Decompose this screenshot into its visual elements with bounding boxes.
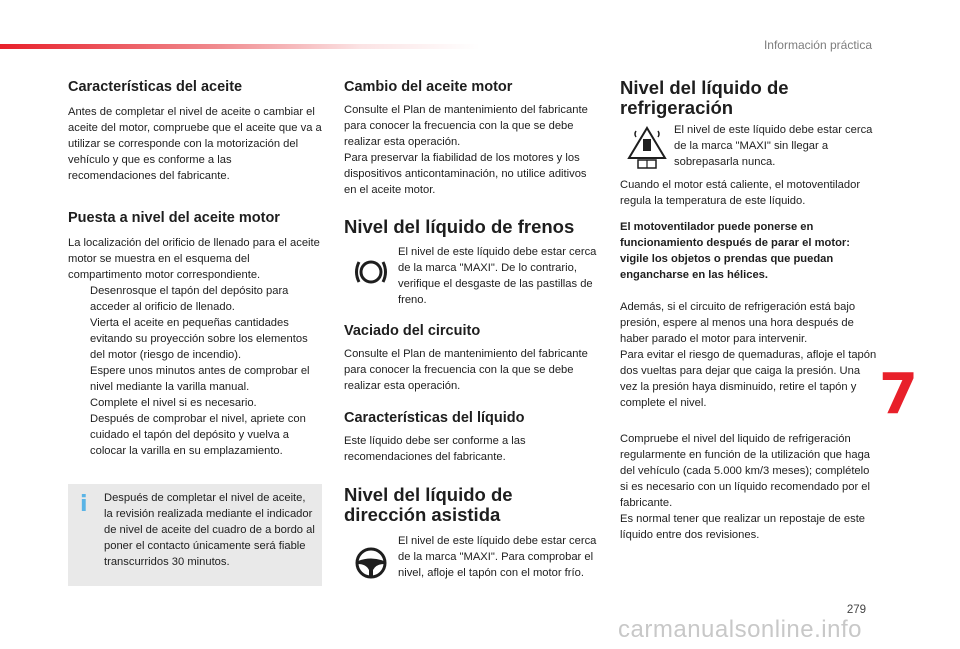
text-cambio-2: Para preservar la fiabilidad de los motores y los dispositivos anticontaminación, no utilice aditivos en el aceite motor. [344,152,587,196]
heading-vaciado: Vaciado del circuito [344,323,481,339]
watermark: carmanualsonline.info [618,616,862,643]
heading-direccion-asistida: Nivel del líquido de dirección asistida [344,484,513,525]
steering-wheel-icon [344,533,398,593]
text-refrigeracion-intro: El nivel de este líquido debe estar cerca de la marca "MAXI" sin llegar a sobrepasarla nunca. [674,124,873,168]
hot-coolant-warning-icon [620,122,674,172]
heading-caracteristicas-aceite: Características del aceite [68,79,243,95]
heading-refrigeracion: Nivel del líquido de refrigeración [620,77,789,118]
page-number: 279 [846,604,866,616]
direccion-row [344,533,600,593]
text-refrigeracion-1: Cuando el motor está caliente, el motoventilador regula la temperatura de este líquido. [620,179,861,207]
column-1 [68,78,322,459]
list-item: Complete el nivel si es necesario. [90,397,257,409]
info-note-box [68,484,322,586]
text-frenos: El nivel de este líquido debe estar cerca de la marca "MAXI". De lo contrario, verifique el desgaste de las pastillas de freno. [398,246,597,306]
steps-list [68,283,322,459]
brake-warning-icon [344,244,398,300]
list-item: Vierta el aceite en pequeñas cantidades evitando su proyección sobre los elementos del motor (riesgo de incendio). [90,317,308,361]
text-refrigeracion-3a: Compruebe el nivel del liquido de refrigeración regularmente en función de la utilización que haga del vehículo (cada 5.000 km/3 meses); complételo si es necesario con un líquido recomendado por el fabricante. [620,433,871,509]
chapter-number: 7 [879,362,918,427]
refrigeracion-row [620,122,878,172]
top-accent-bar [0,44,480,49]
text-refrigeracion-2b: Para evitar el riesgo de quemaduras, afloje el tapón dos vueltas para dejar que caiga la presión. Una vez la presión haya disminuido, retire el tapón y complete el nivel. [620,349,877,409]
heading-liquido-frenos: Nivel del líquido de frenos [344,216,575,237]
text-refrigeracion-2a: Además, si el circuito de refrigeración está bajo presión, espere al menos una hora después de haber parado el motor para intervenir. [620,301,856,345]
heading-puesta-nivel: Puesta a nivel del aceite motor [68,210,280,226]
text-direccion: El nivel de este líquido debe estar cerca de la marca "MAXI". Para comprobar el nivel, afloje el tapón con el motor frío. [398,535,597,579]
heading-cambio-aceite: Cambio del aceite motor [344,79,513,95]
frenos-row [344,244,600,308]
column-2 [344,78,600,593]
heading-caracteristicas-liquido: Características del líquido [344,410,525,426]
warning-motoventilador: El motoventilador puede ponerse en funcionamiento después de parar el motor: vigile los objetos o prendas que puedan engancharse en las hélices. [620,221,851,281]
list-item: Desenrosque el tapón del depósito para acceder al orificio de llenado. [90,285,289,313]
section-label: Información práctica [763,38,872,52]
list-item: Espere unos minutos antes de comprobar el nivel mediante la varilla manual. [90,365,310,393]
text-caracteristicas-aceite: Antes de completar el nivel de aceite o cambiar el aceite del motor, compruebe que el aceite que va a utilizar se corresponde con la motorización del vehículo y que es conforme a las recomendaciones del fabricante. [68,106,322,182]
text-caracteristicas-liquido: Este líquido debe ser conforme a las recomendaciones del fabricante. [344,435,526,463]
text-refrigeracion-3b: Es normal tener que realizar un repostaje de este líquido entre dos revisiones. [620,513,866,541]
text-vaciado: Consulte el Plan de mantenimiento del fabricante para conocer la frecuencia con la que se debe realizar esta operación. [344,348,588,392]
column-3 [620,78,878,543]
info-note-text: Después de completar el nivel de aceite, la revisión realizada mediante el indicador de nivel de aceite del cuadro de a bordo al poner el contacto únicamente será fiable transcurridos 30 minutos. [104,492,315,568]
info-icon: i [80,492,88,517]
list-item: Después de comprobar el nivel, apriete con cuidado el tapón del depósito y vuelva a colocar la varilla en su emplazamiento. [90,413,306,457]
text-cambio-1: Consulte el Plan de mantenimiento del fabricante para conocer la frecuencia con la que se debe realizar esta operación. [344,104,588,148]
text-puesta-intro: La localización del orificio de llenado para el aceite motor se muestra en el esquema del compartimento motor correspondiente. [68,237,320,281]
